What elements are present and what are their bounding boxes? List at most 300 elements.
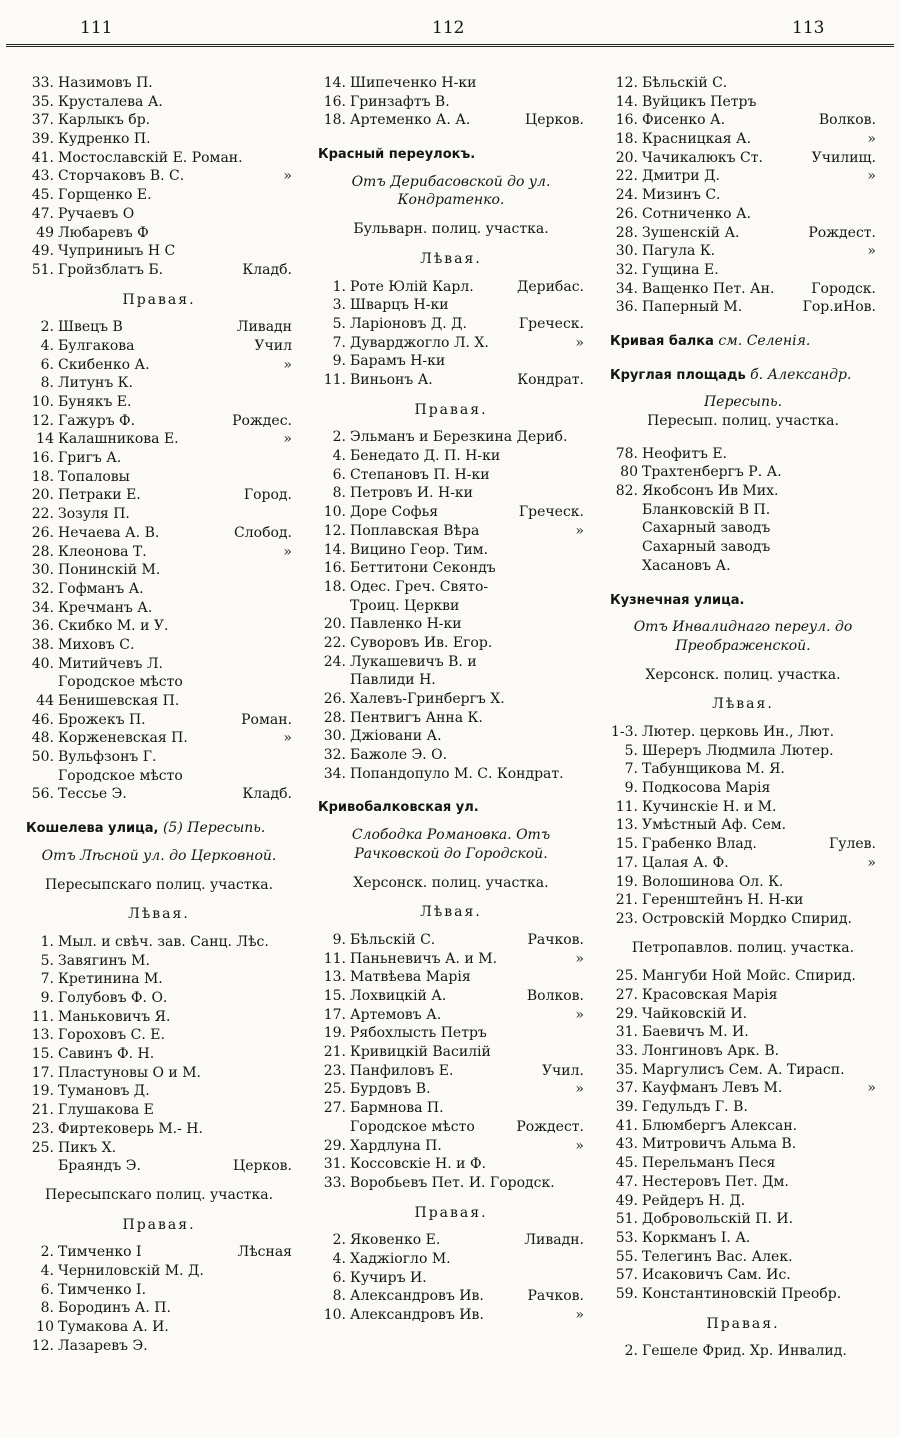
directory-entry — [610, 1266, 876, 1285]
house-number: 14. — [323, 541, 346, 558]
parish-note — [288, 655, 292, 674]
resident-name: Пентвигъ Анна К. — [350, 709, 483, 726]
parish-note — [580, 615, 584, 634]
street-note: см. Селенія. — [713, 332, 811, 349]
street-side-label: Лѣвая. — [420, 904, 482, 921]
house-number: 9. — [40, 990, 54, 1006]
street-extent: Рачковской до Городской. — [354, 845, 548, 862]
house-number: 26. — [31, 524, 54, 541]
parish-note — [288, 1281, 292, 1300]
house-number: 3. — [332, 297, 346, 314]
house-number: 23. — [31, 1120, 54, 1137]
house-number: 46. — [31, 711, 54, 728]
directory-entry — [610, 1192, 876, 1211]
house-number: 55. — [615, 1248, 638, 1265]
parish-note — [288, 1337, 292, 1356]
parish-note: Рождес. — [232, 412, 292, 429]
resident-name: Павлиди Н. — [350, 672, 436, 689]
house-number — [610, 519, 642, 538]
resident-name: Нестеровъ Пет. Дм. — [642, 1173, 789, 1190]
resident-name: Городское мѣсто — [350, 1118, 475, 1135]
house-number: 37. — [615, 1080, 638, 1097]
police-district: Пересыпскаго полиц. участка. — [44, 1186, 274, 1203]
street-side-label: Правая. — [414, 401, 488, 418]
resident-name: Шипеченко Н-ки — [350, 75, 477, 91]
resident-name: Роте Юлій Карл. — [350, 278, 474, 295]
house-number: 20. — [615, 149, 638, 166]
parish-note — [872, 1229, 876, 1248]
directory-entry — [610, 1061, 876, 1080]
parish-note — [288, 374, 292, 393]
directory-entry — [318, 597, 584, 616]
directory-entry — [26, 356, 292, 375]
house-number — [26, 767, 58, 786]
directory-entry — [610, 93, 876, 112]
directory-column-3 — [610, 74, 876, 1361]
resident-name: Бѣльскій С. — [350, 931, 436, 948]
parish-note: Рождест. — [808, 224, 876, 241]
directory-entry — [610, 723, 876, 742]
parish-note — [288, 205, 292, 224]
street-heading — [610, 332, 876, 351]
house-number: 43. — [615, 1136, 638, 1153]
street-name: Кузнечная улица. — [610, 592, 745, 608]
resident-name: Трахтенбергъ Р. А. — [642, 464, 782, 481]
resident-name: Ручаевъ О — [58, 205, 135, 222]
parish-note — [288, 1008, 292, 1027]
resident-name: Кретинина М. — [58, 971, 163, 988]
street-name: Круглая площадь — [610, 367, 746, 383]
directory-entry — [26, 748, 292, 767]
house-number: 21. — [323, 1044, 346, 1061]
house-number: 2. — [40, 319, 54, 336]
resident-name: Беттитони Секондъ — [350, 560, 496, 577]
resident-name: Джіовани А. — [350, 728, 442, 745]
parish-note — [872, 445, 876, 464]
resident-name: Мостославскій Е. Роман. — [58, 149, 243, 166]
directory-entry — [26, 374, 292, 393]
parish-note — [288, 1262, 292, 1281]
resident-name: Шварцъ Н-ки — [350, 297, 449, 314]
house-number: 51. — [615, 1211, 638, 1228]
parish-note — [580, 74, 584, 93]
directory-entry — [26, 933, 292, 952]
resident-name: Понинскій М. — [58, 562, 161, 579]
police-district: Петропавлов. полиц. участка. — [631, 939, 855, 956]
house-number: 59. — [615, 1285, 638, 1302]
resident-name: Халевъ-Гринбергъ Х. — [350, 691, 505, 708]
parish-note — [872, 1266, 876, 1285]
directory-entry — [318, 1099, 584, 1118]
page-number-left: 111 — [80, 18, 113, 38]
parish-note — [580, 578, 584, 597]
parish-note — [288, 989, 292, 1008]
street-note: (5) Пересыпь. — [158, 820, 266, 837]
directory-entry — [26, 337, 292, 356]
directory-entry — [318, 428, 584, 447]
parish-note — [580, 653, 584, 672]
resident-name: Александровъ Ив. — [350, 1288, 484, 1305]
parish-note — [288, 505, 292, 524]
resident-name: Паньневичъ А. и М. — [350, 950, 498, 967]
directory-entry — [318, 1250, 584, 1269]
parish-note — [580, 765, 584, 784]
directory-entry — [318, 709, 584, 728]
parish-note — [872, 261, 876, 280]
directory-entry — [318, 950, 584, 969]
resident-name: Мизинъ С. — [642, 187, 721, 204]
house-number: 48. — [31, 730, 54, 747]
directory-entry — [610, 1098, 876, 1117]
parish-note — [872, 798, 876, 817]
resident-name: Гринзафтъ В. — [350, 93, 450, 110]
parish-note — [288, 93, 292, 112]
parish-note — [288, 1120, 292, 1139]
parish-note — [580, 428, 584, 447]
directory-entry — [610, 1248, 876, 1267]
resident-name: Неофитъ Е. — [642, 445, 727, 462]
parish-note: Училищ. — [811, 149, 876, 166]
resident-name: Матвѣева Марія — [350, 969, 471, 986]
parish-note: Ливадн. — [524, 1232, 584, 1249]
resident-name: Умѣстный Аф. Сем. — [642, 817, 787, 834]
parish-note — [288, 242, 292, 261]
resident-name: Кучиръ И. — [350, 1269, 427, 1286]
resident-name: Дуварджогло Л. Х. — [350, 334, 489, 351]
directory-entry — [26, 673, 292, 692]
parish-note: Рачков. — [527, 931, 584, 948]
directory-entry — [26, 1157, 292, 1176]
directory-entry — [26, 1243, 292, 1262]
house-number: 31. — [615, 1024, 638, 1041]
directory-entry — [26, 186, 292, 205]
street-side-label: Правая. — [122, 1216, 196, 1233]
directory-entry — [26, 412, 292, 431]
house-number: 17. — [31, 1064, 54, 1081]
house-number: 22. — [31, 506, 54, 523]
resident-name: Воробьевъ Пет. И. Городск. — [350, 1174, 555, 1191]
parish-note — [288, 130, 292, 149]
resident-name: Гороховъ С. Е. — [58, 1027, 165, 1044]
house-number: 51. — [31, 261, 54, 278]
resident-name: Исаковичъ Сам. Ис. — [642, 1267, 791, 1284]
directory-entry — [26, 205, 292, 224]
resident-name: Глушакова Е — [58, 1102, 154, 1119]
house-number: 12. — [31, 412, 54, 429]
house-number: 13. — [615, 817, 638, 834]
resident-name: Крусталева А. — [58, 93, 163, 110]
street-heading — [610, 366, 876, 385]
directory-entry — [610, 760, 876, 779]
directory-entry — [26, 111, 292, 130]
parish-note — [288, 1318, 292, 1337]
directory-entry — [610, 835, 876, 854]
parish-note — [288, 1064, 292, 1083]
parish-note — [288, 599, 292, 618]
parish-note: Ливадн — [236, 319, 292, 336]
parish-note — [580, 1250, 584, 1269]
directory-entry — [26, 1262, 292, 1281]
house-number: 29. — [615, 1005, 638, 1022]
directory-entry — [26, 1299, 292, 1318]
directory-entry — [318, 1043, 584, 1062]
resident-name: Сахарный заводъ — [642, 520, 771, 537]
house-number: 32. — [615, 261, 638, 278]
house-number: 16. — [323, 93, 346, 110]
resident-name: Коссовскіе Н. и Ф. — [350, 1156, 487, 1173]
street-name: Кривая балка — [610, 333, 714, 349]
resident-name: Бурдовъ В. — [350, 1081, 431, 1098]
resident-name: Александровъ Ив. — [350, 1307, 484, 1324]
house-number: 47. — [31, 205, 54, 222]
parish-note: » — [575, 1081, 584, 1098]
house-number: 6. — [332, 1269, 346, 1286]
resident-name: Литунъ К. — [58, 375, 133, 392]
resident-name: Тимченко I — [58, 1244, 142, 1261]
house-number: 12. — [615, 75, 638, 91]
parish-note — [580, 484, 584, 503]
parish-note — [288, 149, 292, 168]
house-number: 80 — [620, 464, 638, 481]
resident-name: Ларіоновъ Д. Д. — [350, 315, 468, 332]
parish-note — [288, 1082, 292, 1101]
directory-entry — [26, 1026, 292, 1045]
resident-name: Кудренко П. — [58, 131, 151, 148]
directory-entry — [318, 74, 584, 93]
house-number: 2. — [40, 1244, 54, 1261]
house-number: 12. — [323, 522, 346, 539]
parish-note — [872, 910, 876, 929]
house-number: 11. — [615, 798, 638, 815]
directory-entry — [610, 149, 876, 168]
directory-entry — [318, 1006, 584, 1025]
house-number: 21. — [31, 1102, 54, 1119]
street-side-label: Правая. — [122, 291, 196, 308]
directory-entry — [26, 167, 292, 186]
resident-name: Маргулисъ Сем. А. Тирасп. — [642, 1061, 845, 1078]
parish-note — [872, 986, 876, 1005]
resident-name: Бланковскій В П. — [642, 501, 771, 518]
house-number: 17. — [615, 854, 638, 871]
directory-entry — [26, 1045, 292, 1064]
parish-note — [872, 723, 876, 742]
resident-name: Тумановъ Д. — [58, 1083, 150, 1100]
street-side-label: Лѣвая. — [420, 250, 482, 267]
directory-entry — [26, 711, 292, 730]
house-number: 25. — [323, 1081, 346, 1098]
house-number: 35. — [31, 93, 54, 110]
directory-entry — [26, 580, 292, 599]
parish-note: » — [575, 1006, 584, 1023]
directory-entry — [610, 130, 876, 149]
parish-note — [288, 952, 292, 971]
directory-entry — [610, 742, 876, 761]
house-number: 40. — [31, 655, 54, 672]
resident-name: Нечаева А. В. — [58, 524, 160, 541]
house-number: 8. — [332, 1288, 346, 1305]
parish-note — [872, 501, 876, 520]
street-extent: Преображенской. — [675, 637, 811, 654]
resident-name: Тумакова А. И. — [58, 1319, 169, 1336]
directory-entry — [610, 1005, 876, 1024]
house-number: 1. — [332, 278, 346, 295]
house-number: 49 — [36, 224, 54, 241]
house-number: 25. — [615, 968, 638, 985]
directory-entry — [610, 854, 876, 873]
parish-note — [580, 1043, 584, 1062]
directory-entry — [318, 484, 584, 503]
parish-note: Городск. — [811, 280, 876, 297]
directory-entry — [610, 1117, 876, 1136]
resident-name: Гофманъ А. — [58, 580, 144, 597]
directory-entry — [610, 1210, 876, 1229]
house-number: 53. — [615, 1229, 638, 1246]
parish-note — [288, 748, 292, 767]
directory-entry — [610, 1135, 876, 1154]
house-number: 9. — [332, 353, 346, 370]
police-district: Пересып. полиц. участка. — [647, 413, 839, 430]
house-number: 33. — [323, 1174, 346, 1191]
directory-entry — [318, 931, 584, 950]
parish-note: Слобод. — [234, 524, 292, 541]
directory-entry — [318, 352, 584, 371]
directory-entry — [26, 767, 292, 786]
parish-note — [580, 709, 584, 728]
directory-entry — [318, 111, 584, 130]
house-number: 18. — [323, 112, 346, 129]
directory-entry — [26, 1120, 292, 1139]
house-number: 15. — [31, 1046, 54, 1063]
directory-entry — [318, 296, 584, 315]
directory-entry — [318, 578, 584, 597]
parish-note: » — [867, 131, 876, 148]
street-extent: Пересыпь. — [703, 394, 783, 411]
directory-entry — [26, 785, 292, 804]
house-number: 20. — [31, 487, 54, 504]
parish-note — [580, 727, 584, 746]
resident-name: Пагула К. — [642, 243, 716, 260]
directory-entry — [26, 74, 292, 93]
house-number: 14. — [615, 93, 638, 110]
directory-entry — [610, 186, 876, 205]
parish-note — [872, 1005, 876, 1024]
resident-name: Степановъ П. Н-ки — [350, 466, 490, 483]
resident-name: Ващенко Пет. Ан. — [642, 280, 775, 297]
resident-name: Швецъ В — [58, 319, 123, 336]
directory-entry — [318, 447, 584, 466]
parish-note — [872, 463, 876, 482]
header-rule — [6, 44, 894, 47]
parish-note — [872, 93, 876, 112]
resident-name: Островскій Мордко Спирид. — [642, 910, 852, 927]
street-note: б. Александр. — [745, 366, 852, 383]
resident-name: Красовская Марія — [642, 986, 778, 1003]
directory-entry — [318, 1174, 584, 1193]
resident-name: Одес. Греч. Свято- — [350, 578, 489, 595]
resident-name: Тимченко I. — [58, 1281, 147, 1298]
parish-note — [872, 760, 876, 779]
house-number — [26, 1157, 58, 1176]
house-number: 27. — [323, 1100, 346, 1117]
directory-entry — [26, 93, 292, 112]
directory-entry — [26, 318, 292, 337]
resident-name: Геренштейнъ Н. Н-ки — [642, 892, 804, 909]
parish-note — [580, 746, 584, 765]
parish-note: Рождест. — [516, 1118, 584, 1135]
house-number: 34. — [615, 280, 638, 297]
directory-entry — [26, 430, 292, 449]
street-side-label: Лѣвая. — [128, 906, 190, 923]
parish-note — [288, 970, 292, 989]
resident-name: Мангуби Ной Мойс. Спирид. — [642, 968, 856, 985]
house-number: 47. — [615, 1173, 638, 1190]
resident-name: Скибенко А. — [58, 356, 150, 373]
resident-name: Суворовъ Ив. Егор. — [350, 634, 493, 651]
house-number: 41. — [615, 1117, 638, 1134]
resident-name: Лютер. церковь Ин., Лют. — [642, 724, 835, 741]
resident-name: Панфиловъ Е. — [350, 1062, 454, 1079]
parish-note — [288, 1026, 292, 1045]
directory-entry — [26, 261, 292, 280]
resident-name: Поплавская Вѣра — [350, 522, 480, 539]
directory-entry — [26, 149, 292, 168]
house-number: 24. — [323, 653, 346, 670]
parish-note: Кондрат. — [517, 372, 584, 388]
resident-name: Бунякъ Е. — [58, 394, 132, 411]
resident-name: Фисенко А. — [642, 112, 726, 129]
directory-entry — [26, 505, 292, 524]
directory-entry — [26, 524, 292, 543]
page-number-right: 113 — [792, 18, 825, 38]
house-number: 10. — [323, 1307, 346, 1324]
directory-entry — [610, 242, 876, 261]
parish-note: » — [283, 730, 292, 747]
parish-note: » — [283, 356, 292, 373]
parish-note — [872, 1192, 876, 1211]
directory-entry — [318, 1118, 584, 1137]
house-number: 82. — [615, 483, 638, 500]
directory-entry — [318, 1269, 584, 1288]
house-number — [610, 538, 642, 557]
directory-entry — [318, 987, 584, 1006]
directory-entry — [610, 798, 876, 817]
resident-name: Шереръ Людмила Лютер. — [642, 742, 834, 759]
parish-note — [288, 1299, 292, 1318]
house-number: 28. — [31, 543, 54, 560]
house-number: 31. — [323, 1156, 346, 1173]
directory-entry — [26, 1337, 292, 1356]
house-number: 38. — [31, 636, 54, 653]
resident-name: Вицино Геор. Тим. — [350, 541, 489, 558]
directory-entry — [610, 1023, 876, 1042]
parish-note — [288, 636, 292, 655]
resident-name: Мыл. и свѣч. зав. Санц. Лѣс. — [58, 933, 269, 950]
house-number: 39. — [615, 1099, 638, 1116]
house-number: 18. — [323, 578, 346, 595]
parish-note — [580, 597, 584, 616]
directory-entry — [610, 501, 876, 520]
parish-note: Кладб. — [242, 261, 292, 278]
directory-entry — [318, 1155, 584, 1174]
street-side-label: Лѣвая. — [712, 696, 774, 713]
house-number: 7. — [40, 971, 54, 988]
directory-entry — [318, 634, 584, 653]
resident-name: Артеменко А. А. — [350, 112, 471, 129]
resident-name: Перельманъ Песя — [642, 1155, 776, 1172]
street-heading — [26, 819, 292, 838]
house-number: 7. — [332, 334, 346, 351]
resident-name: Зушенскій А. — [642, 224, 740, 241]
